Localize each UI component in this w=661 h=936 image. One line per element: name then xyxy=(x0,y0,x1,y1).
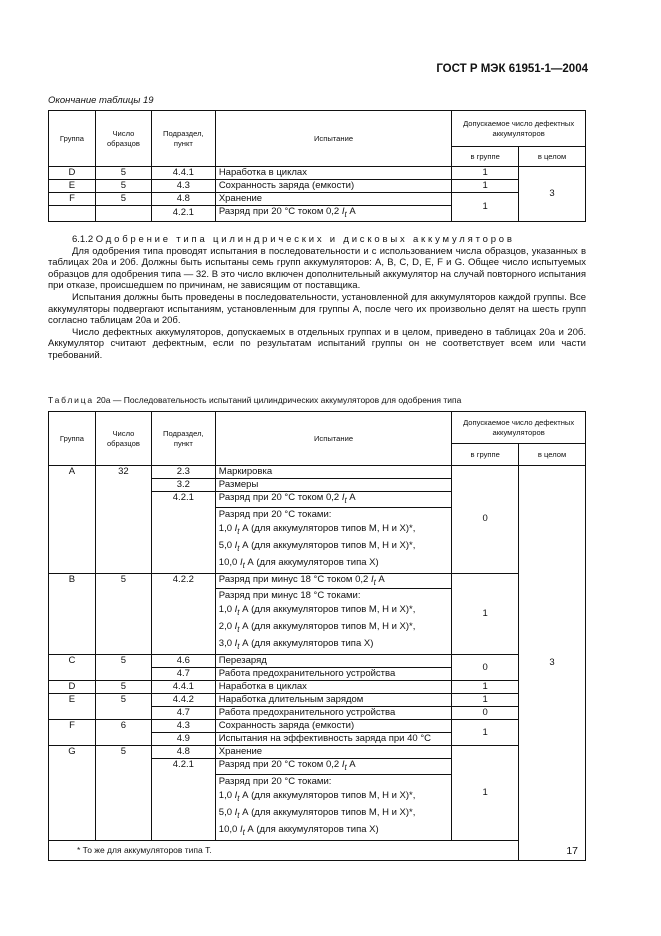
document-code: ГОСТ Р МЭК 61951-1—2004 xyxy=(436,63,588,75)
table-row: 4.2.1 Разряд при 20 °С током 0,2 $I_t$ А xyxy=(49,759,586,775)
col-group-header: Группа xyxy=(49,111,96,167)
col-clause-header: Подраздел, пункт xyxy=(151,111,215,167)
total-cell: 3 xyxy=(519,167,586,222)
paragraph: Число дефектных аккумуляторов, допускаемых в отдельных группах и в целом, приведено в таблицах 20а и 20б. Аккумулятор считают дефектным, если по результатам испытаний группы он не соответствует всем или части требований. xyxy=(48,326,586,361)
col-samples-header: Число образцов xyxy=(95,111,151,167)
table-row: C 5 4.6 Перезаряд 0 xyxy=(49,655,586,668)
table-row: D 5 4.4.1 Наработка в циклах 1 xyxy=(49,681,586,694)
table-row: 4.2.1 Разряд при 20 °С током 0,2 $I_t$ А xyxy=(49,492,586,508)
table-row: D 5 4.4.1 Наработка в циклах 1 3 xyxy=(49,167,586,180)
table-row: E 5 4.4.2 Наработка длительным зарядом 1 xyxy=(49,694,586,707)
table-row: 4.9 Испытания на эффективность заряда при 40 °С xyxy=(49,733,586,746)
table-footnote: * То же для аккумуляторов типа Т. xyxy=(49,840,586,860)
table-row: G 5 4.8 Хранение 1 xyxy=(49,746,586,759)
table-row: 4.2.1 Разряд при 20 °С током 0,2 $I_t$ А xyxy=(49,206,586,222)
section-6-1-2 xyxy=(48,234,586,362)
table-19 xyxy=(48,110,586,222)
table-row: Разряд при 20 °С токами: 1,0 $I_t$ А (для аккумуляторов типов М, Н и Х)*, 5,0 $I_t$ А (для аккумуляторов типов М, Н и Х)*, 10,0 $I_t$ А (для аккумуляторов типа Х) xyxy=(49,507,586,573)
table-row: Разряд при минус 18 °С токами: 1,0 $I_t$ А (для аккумуляторов типов М, Н и Х)*, 2,0 $I_t$ А (для аккумуляторов типов М, Н и Х)*, 3,0 $I_t$ А (для аккумуляторов типа Х) xyxy=(49,589,586,655)
table-row: F 6 4.3 Сохранность заряда (емкости) 1 xyxy=(49,720,586,733)
page-number: 17 xyxy=(566,845,578,857)
col-test-header: Испытание xyxy=(215,111,451,167)
col-in-group-header: в группе xyxy=(452,147,519,167)
total-cell: 3 xyxy=(519,466,586,861)
paragraph: Испытания должны быть проведены в последовательности, установленной для аккумуляторов каждой группы. Все аккумуляторы подвергают испытаниям, установленным для группы А, после чего их произвольно делят на шесть групп согласно таблицам 20а и 20б. xyxy=(48,291,586,327)
table-row: B 5 4.2.2 Разряд при минус 18 °С током 0,2 $I_t$ А 1 xyxy=(49,573,586,589)
table-row: 4.7 Работа предохранительного устройства xyxy=(49,668,586,681)
paragraph: Для одобрения типа проводят испытания в последовательности и с использованием числа образцов, указанных в таблицах 20а и 20б. Должны быть испытаны семь групп аккумуляторов: А, В, С, D, E, F и G. Общее число испытуемых образцов для одобрения типа — 32. В это число включен дополнительный аккумулятор на случай повторного испытания при отказе, происшедшем по причинам, не зависящим от поставщика. xyxy=(48,245,586,292)
table-19-caption: Окончание таблицы 19 xyxy=(48,95,154,106)
table-row: F 5 4.8 Хранение 1 xyxy=(49,193,586,206)
table-20a: Группа Число образцов Подраздел, пункт Испытание Допускаемое число дефектных аккумуляторов в группе в целом A 32 2.3 Маркировка 0 3 3.2 Размеры 4.2.1 Разряд при 20 °С током 0,2 $I_t$ А Разряд при 20 °С токами: 1,0 $I_t$ А (для аккумуляторов типов М, Н и Х)*, 5,0 $I_t$ А (для аккумуляторов типов М, Н и Х)*, 10,0 $I_t$ А (для аккумуляторов типа Х) B 5 4.2.2 Разряд при минус 18 °С током 0,2 $I_t$ А 1 Разряд при минус 18 °С токами: 1,0 $I_t$ А (для аккумуляторов типов М, Н и Х)*, 2,0 $I_t$ А (для аккумуляторов типов М, Н и Х)*, 3,0 $I_t$ А (для аккумуляторов типа Х) C 5 4.6 Перезаряд 0 4.7 Работа предохранительного устройства D 5 4.4.1 Наработка в циклах 1 E 5 4.4.2 Наработка длительным зарядом 1 4.7 Работа предохранительного устройства 0 F 6 4.3 Сохранность заряда (емкости) 1 4.9 Испытания на эффективность заряда при 40 °С G 5 4.8 Хранение 1 4.2.1 Разряд при 20 °С током 0,2 $I_t$ А Разряд при 20 °С токами: 1,0 $I_t$ А (для аккумуляторов типов М, Н и Х)*, 5,0 $I_t$ А (для аккумуляторов типов М, Н и Х)*, 10,0 $I_t$ А (для аккумуляторов типа Х) * То же для аккумуляторов типа Т. xyxy=(48,411,586,861)
table-row: Разряд при 20 °С токами: 1,0 $I_t$ А (для аккумуляторов типов М, Н и Х)*, 5,0 $I_t$ А (для аккумуляторов типов М, Н и Х)*, 10,0 $I_t$ А (для аккумуляторов типа Х) xyxy=(49,775,586,841)
table-row: A 32 2.3 Маркировка 0 3 xyxy=(49,466,586,479)
table-row: 4.7 Работа предохранительного устройства 0 xyxy=(49,707,586,720)
col-total-header: в целом xyxy=(519,147,586,167)
col-allowed-header: Допускаемое число дефектных аккумуляторов xyxy=(452,111,586,147)
table-row: 3.2 Размеры xyxy=(49,479,586,492)
table-row: E 5 4.3 Сохранность заряда (емкости) 1 xyxy=(49,180,586,193)
table-20a-caption: Таблица 20а — Последовательность испытаний цилиндрических аккумуляторов для одобрения типа xyxy=(48,395,462,405)
section-heading: 6.1.2 Одобрение типа цилиндрических и дисковых аккумуляторов xyxy=(72,234,515,245)
